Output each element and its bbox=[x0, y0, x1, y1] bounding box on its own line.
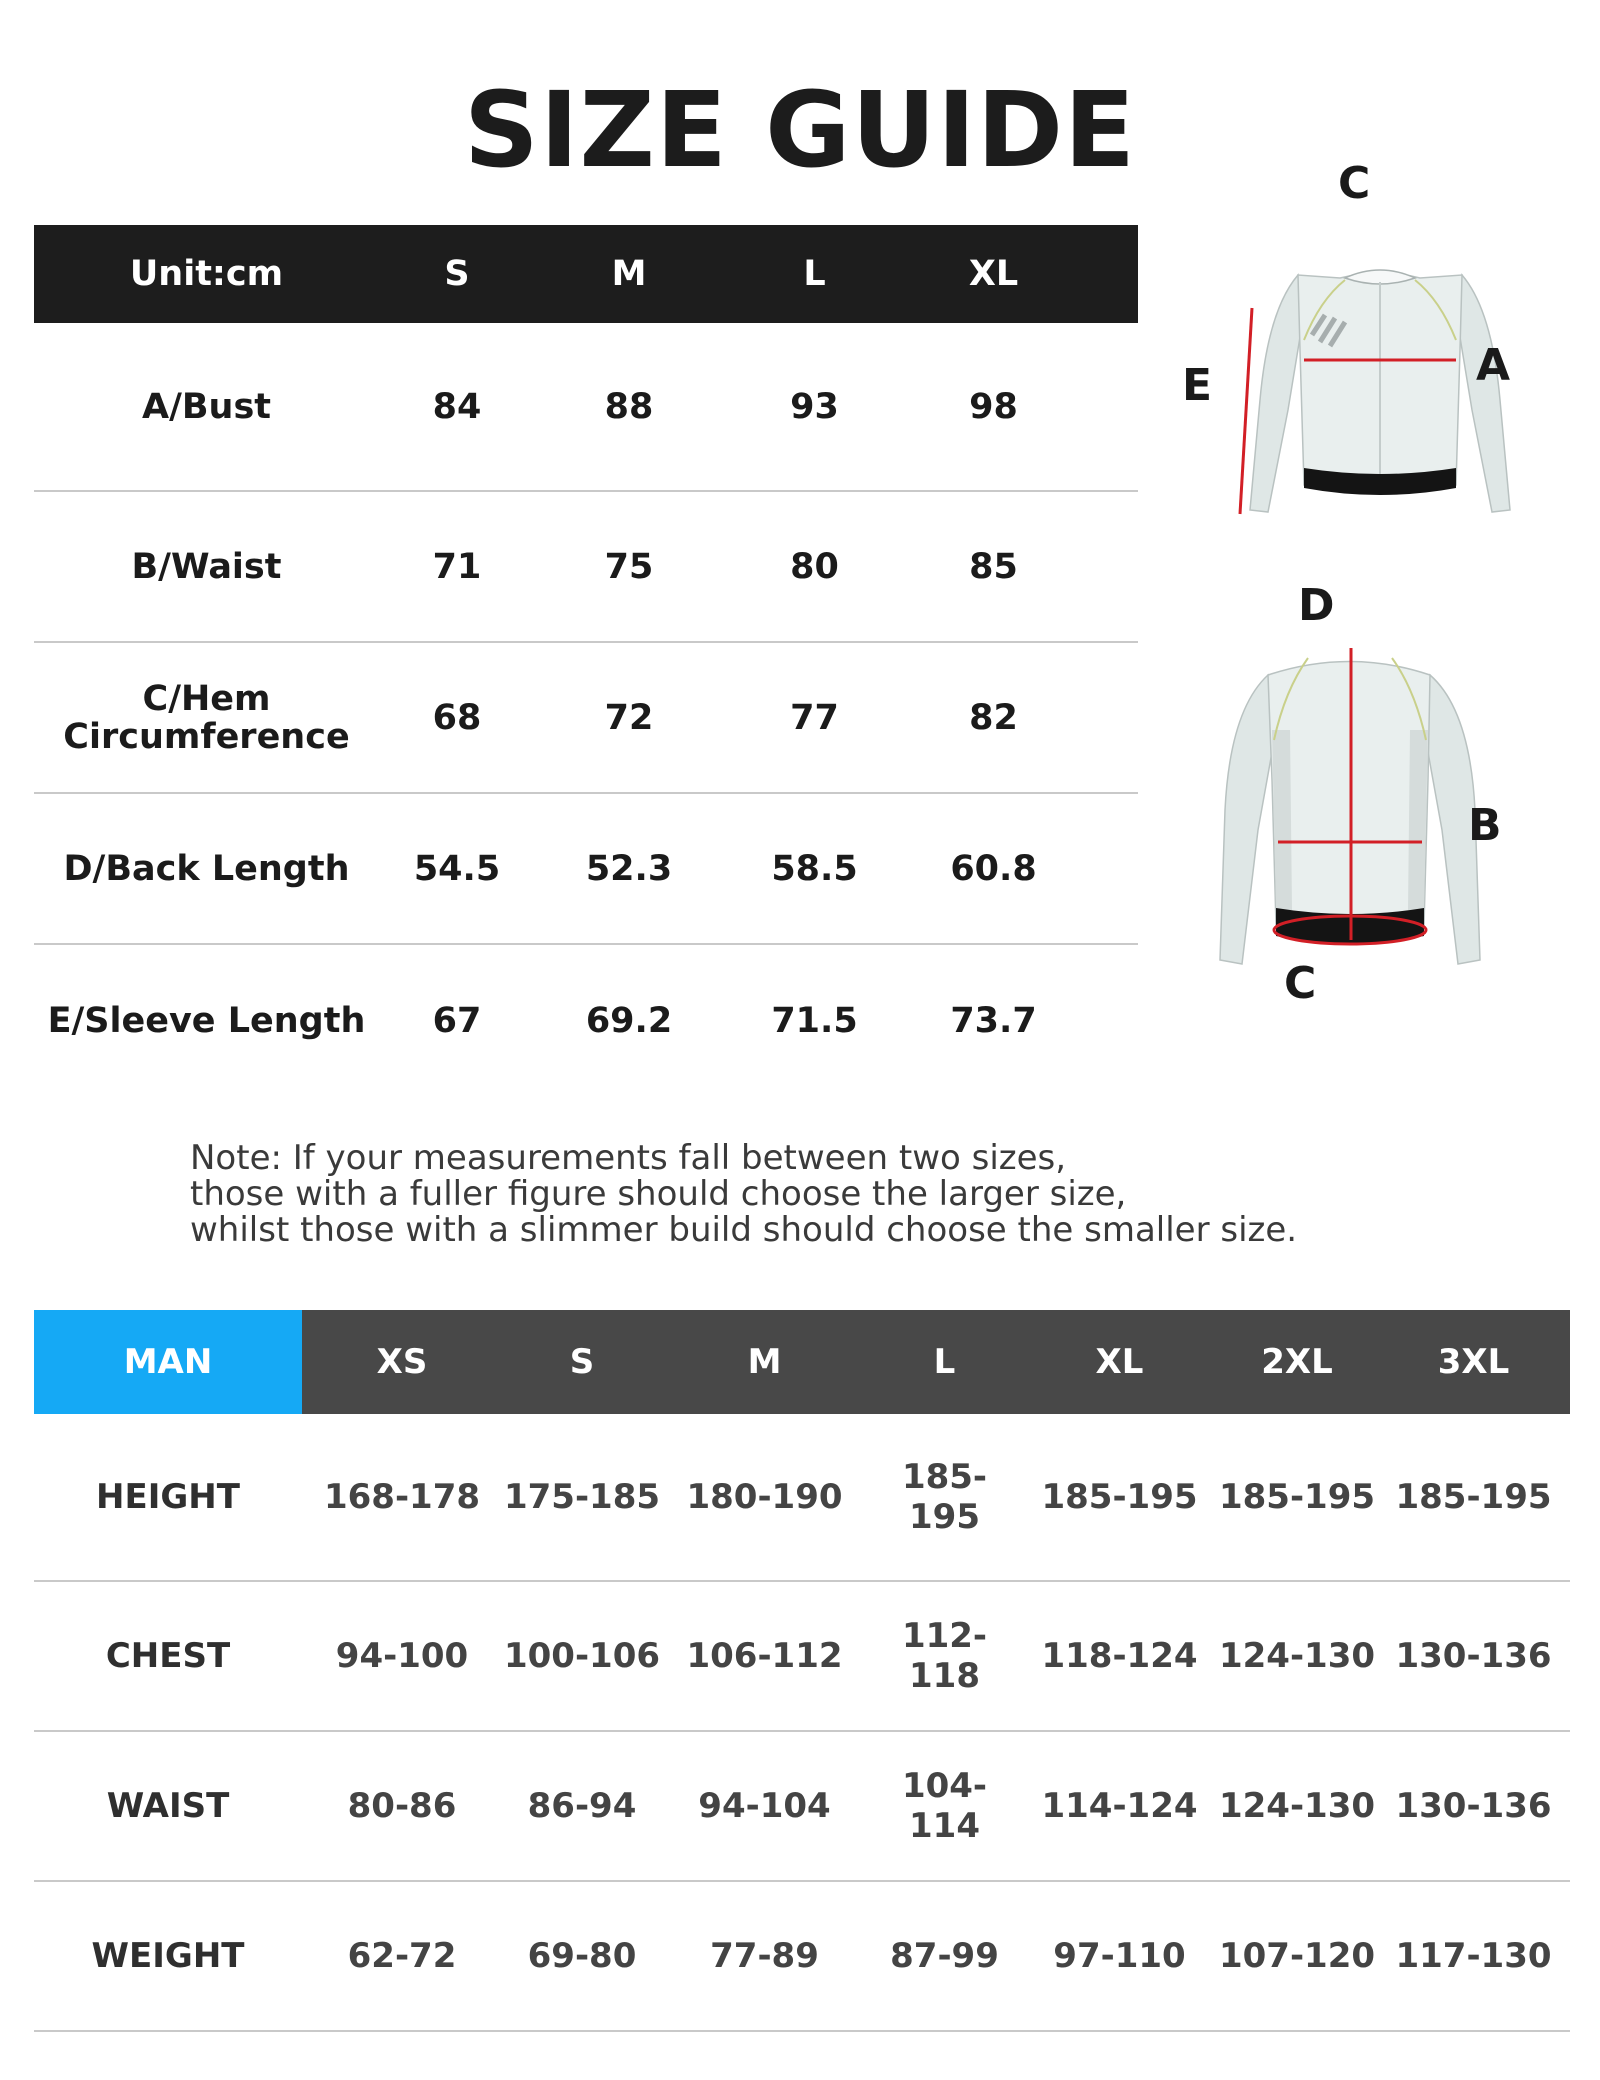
size-header: XS bbox=[376, 1342, 428, 1382]
table-row bbox=[34, 1582, 1570, 1732]
table-cell: 84 bbox=[432, 386, 482, 427]
table-cell: 124-130 bbox=[1218, 1636, 1376, 1676]
row-label: HEIGHT bbox=[96, 1477, 240, 1517]
table-cell: 94-100 bbox=[335, 1636, 469, 1676]
table-cell: 124-130 bbox=[1218, 1786, 1376, 1826]
table-cell: 114-124 bbox=[1041, 1786, 1198, 1826]
note-line: whilst those with a slimmer build should choose the smaller size. bbox=[190, 1210, 1298, 1250]
size-header: L bbox=[933, 1342, 956, 1382]
table-cell: 62-72 bbox=[347, 1936, 457, 1976]
row-label: WEIGHT bbox=[91, 1936, 245, 1976]
table-cell: 72 bbox=[604, 697, 654, 738]
size-header: XL bbox=[1095, 1342, 1144, 1382]
measure-label-d: D bbox=[1298, 580, 1335, 631]
page-title: SIZE GUIDE bbox=[463, 69, 1137, 191]
size-header: M bbox=[747, 1342, 782, 1382]
table-cell: 97-110 bbox=[1053, 1936, 1186, 1976]
table-cell: 69.2 bbox=[585, 1000, 673, 1041]
size-header: 2XL bbox=[1261, 1342, 1333, 1382]
table-row bbox=[34, 1732, 1570, 1882]
table-cell: 77 bbox=[790, 697, 839, 738]
note-line: Note: If your measurements fall between two sizes, bbox=[190, 1138, 1067, 1178]
row-label: E/Sleeve Length bbox=[47, 1000, 366, 1041]
table-cell: 71.5 bbox=[771, 1000, 858, 1041]
table-cell: 100-106 bbox=[503, 1636, 661, 1676]
measure-label-c: C bbox=[1284, 958, 1317, 1009]
table-cell: 80-86 bbox=[347, 1786, 457, 1826]
row-label: CHEST bbox=[105, 1636, 231, 1676]
table-row bbox=[34, 1882, 1570, 2032]
table-row bbox=[34, 643, 1138, 794]
row-label bbox=[34, 680, 379, 756]
measure-label-e: E bbox=[1182, 360, 1213, 411]
table-row bbox=[34, 1414, 1570, 1582]
table-cell: 73.7 bbox=[950, 1000, 1037, 1041]
table-cell: 93 bbox=[790, 386, 839, 427]
table-cell: 69-80 bbox=[527, 1936, 637, 1976]
size-header: S bbox=[444, 254, 470, 294]
size-header: XL bbox=[968, 254, 1019, 294]
table-cell: 185-195 bbox=[1395, 1477, 1552, 1517]
table-cell: 88 bbox=[604, 386, 654, 427]
table-cell: 118-124 bbox=[1041, 1636, 1198, 1676]
man-table-header bbox=[34, 1310, 1570, 1414]
table-cell: 130-136 bbox=[1395, 1786, 1552, 1826]
table-cell: 175-185 bbox=[503, 1477, 661, 1517]
man-size-table bbox=[34, 1310, 1570, 2032]
row-label: WAIST bbox=[106, 1786, 230, 1826]
table-cell: 98 bbox=[969, 386, 1018, 427]
table-cell: 58.5 bbox=[771, 848, 858, 889]
table-cell: 82 bbox=[969, 697, 1018, 738]
man-label: MAN bbox=[34, 1310, 302, 1414]
table-cell: 52.3 bbox=[585, 848, 673, 889]
measure-label-a: A bbox=[1476, 340, 1511, 391]
table-cell: 106-112 bbox=[686, 1636, 843, 1676]
table-cell: 112-118 bbox=[901, 1616, 988, 1696]
table-cell: 107-120 bbox=[1218, 1936, 1376, 1976]
table-cell: 60.8 bbox=[950, 848, 1037, 889]
jersey-back-diagram bbox=[1180, 580, 1580, 1010]
note-line: those with a fuller figure should choose the larger size, bbox=[190, 1174, 1127, 1214]
jersey-front-illustration bbox=[1180, 150, 1580, 530]
table-cell: 77-89 bbox=[710, 1936, 819, 1976]
jersey-table-header bbox=[34, 225, 1138, 323]
table-cell: 130-136 bbox=[1395, 1636, 1552, 1676]
table-cell: 185-195 bbox=[1041, 1477, 1198, 1517]
row-label: D/Back Length bbox=[63, 848, 350, 889]
table-cell: 185-195 bbox=[1218, 1477, 1376, 1517]
table-cell: 54.5 bbox=[413, 848, 501, 889]
table-cell: 87-99 bbox=[890, 1936, 999, 1976]
jersey-back-illustration bbox=[1180, 580, 1580, 1010]
size-header: 3XL bbox=[1437, 1342, 1510, 1382]
table-cell: 71 bbox=[432, 546, 482, 587]
size-header: L bbox=[803, 254, 826, 294]
table-cell: 85 bbox=[969, 546, 1018, 587]
table-cell: 94-104 bbox=[698, 1786, 831, 1826]
jersey-size-table bbox=[34, 225, 1138, 1096]
table-row bbox=[34, 794, 1138, 945]
table-row bbox=[34, 323, 1138, 492]
table-cell: 180-190 bbox=[686, 1477, 843, 1517]
row-label-line: C/Hem bbox=[142, 678, 271, 719]
row-label: B/Waist bbox=[131, 546, 282, 587]
size-note bbox=[190, 1140, 1490, 1248]
table-row bbox=[34, 492, 1138, 643]
table-cell: 67 bbox=[432, 1000, 482, 1041]
table-cell: 68 bbox=[432, 697, 482, 738]
unit-label: Unit:cm bbox=[129, 254, 284, 294]
table-cell: 104-114 bbox=[901, 1766, 988, 1846]
size-header: S bbox=[569, 1342, 595, 1382]
table-cell: 75 bbox=[604, 546, 654, 587]
table-row bbox=[34, 945, 1138, 1096]
table-cell: 86-94 bbox=[527, 1786, 637, 1826]
row-label: A/Bust bbox=[141, 386, 272, 427]
table-cell: 80 bbox=[790, 546, 839, 587]
jersey-front-diagram bbox=[1180, 150, 1580, 530]
table-cell: 168-178 bbox=[323, 1477, 481, 1517]
table-cell: 117-130 bbox=[1395, 1936, 1552, 1976]
measure-label-b: B bbox=[1468, 800, 1502, 851]
table-cell: 185-195 bbox=[901, 1457, 988, 1537]
row-label-line: Circumference bbox=[63, 716, 350, 757]
size-header: M bbox=[611, 254, 647, 294]
measure-label-c: C bbox=[1338, 158, 1371, 209]
